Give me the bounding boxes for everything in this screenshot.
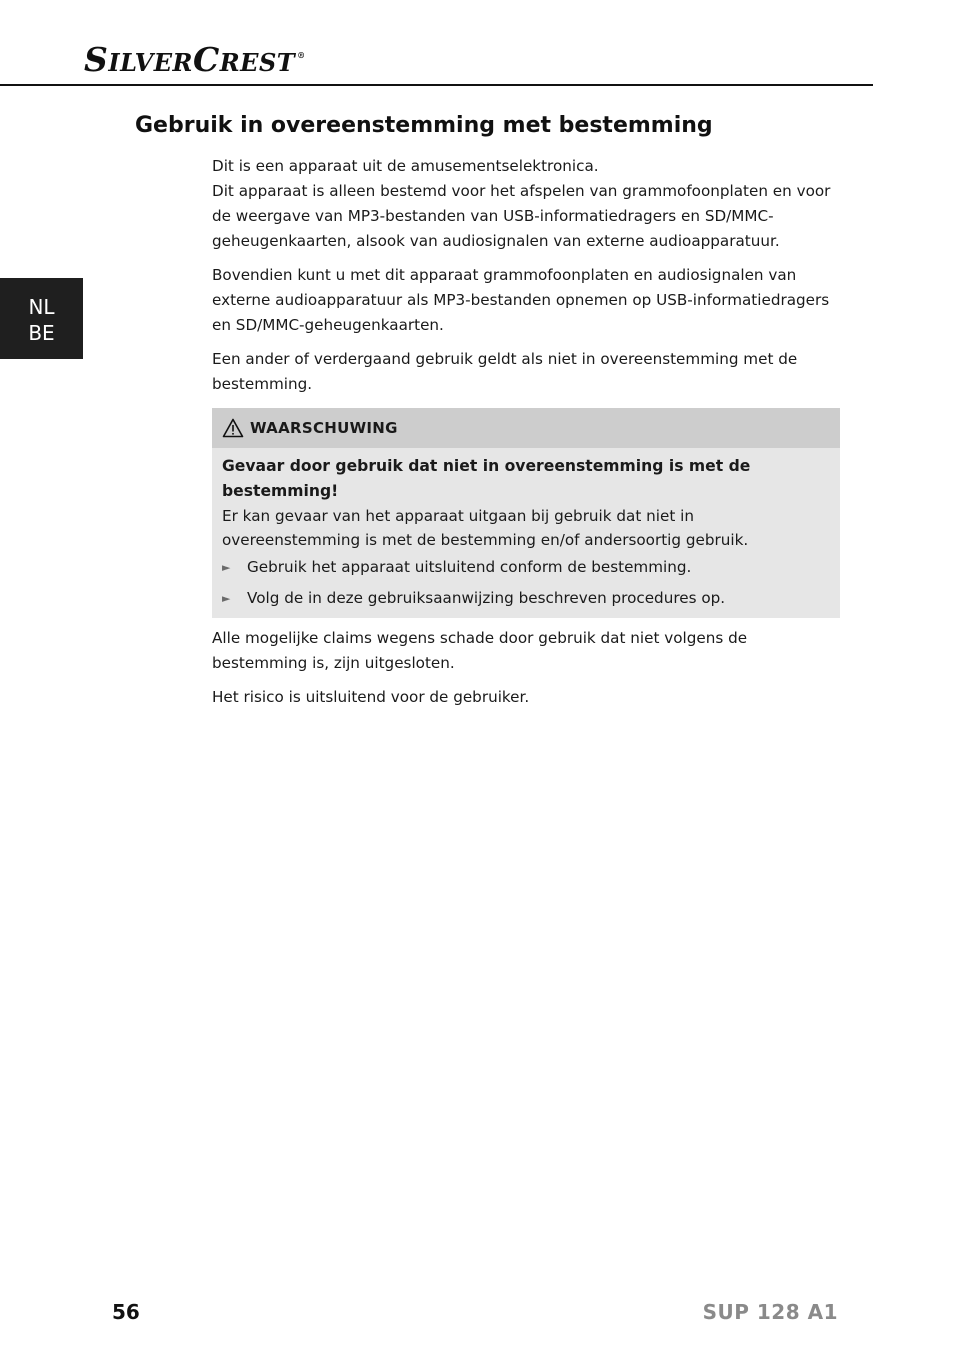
- warning-label: WAARSCHUWING: [250, 418, 398, 437]
- paragraph-recording: Bovendien kunt u met dit apparaat grammofoonplaten en audiosignalen van externe audioapparatuur als MP3-bestanden opnemen op USB-informatiedragers en SD/MMC-geheugenkaarten.: [212, 266, 830, 334]
- paragraph-claims: Alle mogelijke claims wegens schade door gebruik dat niet volgens de bestemming is, zijn uitgesloten.: [212, 629, 748, 672]
- brand-logo: [84, 40, 306, 79]
- warning-body: [212, 448, 840, 618]
- paragraph-purpose: Dit apparaat is alleen bestemd voor het afspelen van grammofoonplaten en voor de weergave van MP3-bestanden van USB-informatiedragers en SD/MMC-geheugenkaarten, alsook van audiosignalen van externe audioapparatuur.: [212, 182, 831, 250]
- model-number: SUP 128 A1: [702, 1300, 838, 1324]
- paragraph-intro: Dit is een apparaat uit de amusementselektronica.: [212, 157, 599, 175]
- list-item: [222, 552, 830, 583]
- page-number: 56: [112, 1300, 140, 1324]
- logo-text-rest: REST: [219, 48, 296, 77]
- list-item: [222, 583, 830, 614]
- bullet-text: Volg de in deze gebruiksaanwijzing beschreven procedures op.: [247, 589, 726, 607]
- warning-box: [212, 408, 840, 618]
- bullet-arrow-icon: ►: [222, 561, 231, 574]
- logo-text-ilver: ILVER: [108, 48, 193, 77]
- warning-text: Er kan gevaar van het apparaat uitgaan bij gebruik dat niet in overeenstemming is met de bestemming en/of andersoortig gebruik.: [222, 507, 749, 549]
- bullet-text: Gebruik het apparaat uitsluitend conform de bestemming.: [247, 558, 692, 576]
- registered-mark: ®: [297, 50, 306, 60]
- page-title: Gebruik in overeenstemming met bestemming: [135, 113, 713, 138]
- logo-letter-c: C: [192, 40, 220, 79]
- language-tab: [0, 278, 83, 359]
- warning-subtitle: Gevaar door gebruik dat niet in overeenstemming is met de bestemming!: [222, 457, 751, 500]
- main-content: [212, 154, 844, 710]
- header-divider: [0, 84, 873, 86]
- language-code-nl: NL: [28, 295, 55, 319]
- language-code-be: BE: [28, 321, 55, 345]
- logo-letter-s: S: [84, 40, 109, 79]
- warning-bullet-list: [222, 552, 830, 614]
- paragraph-other-use: Een ander of verdergaand gebruik geldt als niet in overeenstemming met de bestemming.: [212, 350, 798, 393]
- warning-header: [212, 408, 840, 448]
- paragraph-risk: Het risico is uitsluitend voor de gebruiker.: [212, 688, 530, 706]
- warning-triangle-icon: [222, 418, 244, 438]
- bullet-arrow-icon: ►: [222, 592, 231, 605]
